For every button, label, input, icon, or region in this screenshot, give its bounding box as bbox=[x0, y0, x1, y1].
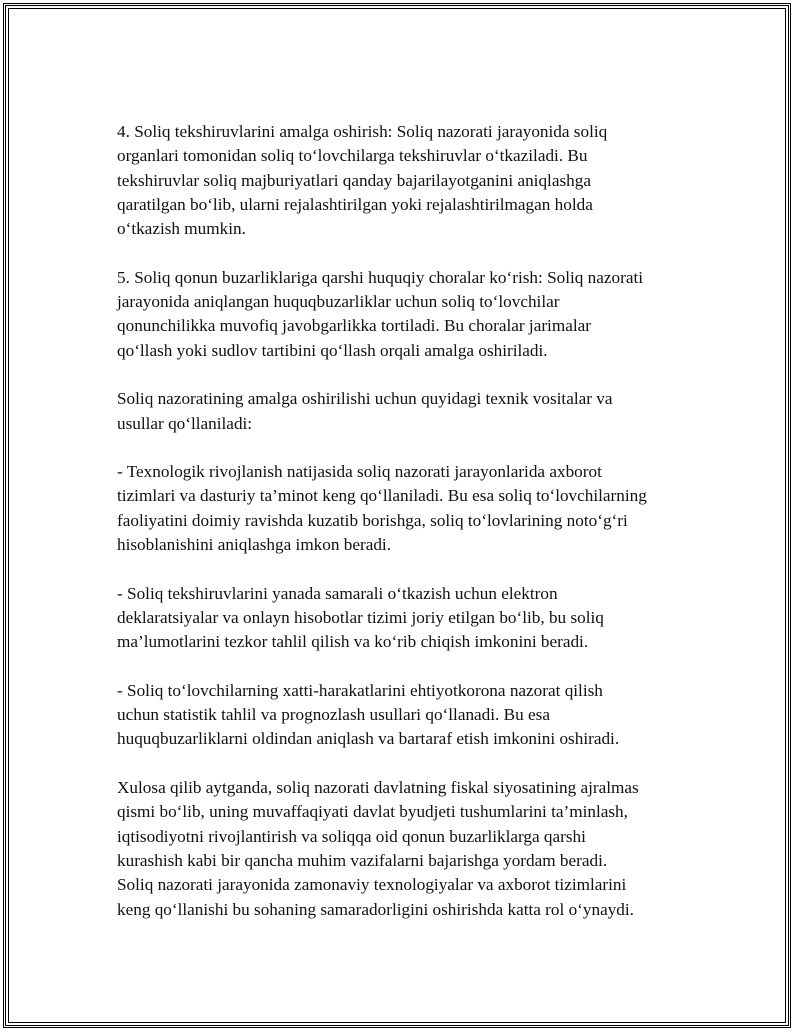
text-line: - Soliq to‘lovchilarning xatti-harakatlarini ehtiyotkorona nazorat qilish bbox=[117, 680, 603, 700]
text-line: keng qo‘llanishi bu sohaning samaradorligini oshirishda katta rol o‘ynaydi. bbox=[117, 899, 634, 919]
text-line: qismi bo‘lib, uning muvaffaqiyati davlat byudjeti tushumlarini ta’minlash, bbox=[117, 802, 628, 822]
paragraph-legal-measures bbox=[117, 266, 697, 363]
text-line: Soliq nazorati jarayonida zamonaviy texnologiyalar va axborot tizimlarini bbox=[117, 875, 627, 895]
text-line: usullar qo‘llaniladi: bbox=[117, 413, 253, 433]
text-line: hisoblanishini aniqlashga imkon beradi. bbox=[117, 535, 392, 555]
paragraph-tax-inspections bbox=[117, 120, 697, 241]
text-line: uchun statistik tahlil va prognozlash usullari qo‘llanadi. Bu esa bbox=[117, 705, 550, 725]
text-line: iqtisodiyotni rivojlantirish va soliqqa oid qonun buzarliklarga qarshi bbox=[117, 826, 586, 846]
text-line: tizimlari va dasturiy ta’minot keng qo‘llaniladi. Bu esa soliq to‘lovchilarning bbox=[117, 486, 647, 506]
text-line: huquqbuzarliklarni oldindan aniqlash va bartaraf etish imkonini oshiradi. bbox=[117, 729, 620, 749]
text-line: deklaratsiyalar va onlayn hisobotlar tizimi joriy etilgan bo‘lib, bu soliq bbox=[117, 607, 604, 627]
text-line: - Soliq tekshiruvlarini yanada samarali o‘tkazish uchun elektron bbox=[117, 583, 558, 603]
text-line: 5. Soliq qonun buzarliklariga qarshi huquqiy choralar ko‘rish: Soliq nazorati bbox=[117, 267, 644, 287]
paragraph-technical-means-intro bbox=[117, 387, 697, 436]
text-line: qaratilgan bo‘lib, ularni rejalashtirilgan yoki rejalashtirilmagan holda bbox=[117, 194, 593, 214]
text-line: faoliyatini doimiy ravishda kuzatib borishga, soliq to‘lovlarining noto‘g‘ri bbox=[117, 510, 628, 530]
text-line: jarayonida aniqlangan huquqbuzarliklar uchun soliq to‘lovchilar bbox=[117, 292, 560, 312]
text-line: Xulosa qilib aytganda, soliq nazorati davlatning fiskal siyosatining ajralmas bbox=[117, 778, 639, 798]
text-line: - Texnologik rivojlanish natijasida soliq nazorati jarayonlarida axborot bbox=[117, 462, 602, 482]
text-line: kurashish kabi bir qancha muhim vazifalarni bajarishga yordam beradi. bbox=[117, 850, 608, 870]
text-line: Soliq nazoratining amalga oshirilishi uchun quyidagi texnik vositalar va bbox=[117, 389, 613, 409]
text-line: organlari tomonidan soliq to‘lovchilarga tekshiruvlar o‘tkaziladi. Bu bbox=[117, 146, 588, 166]
paragraph-bullet-statistical-analysis bbox=[117, 679, 697, 752]
document-body bbox=[117, 120, 697, 946]
paragraph-bullet-technology bbox=[117, 460, 697, 557]
text-line: tekshiruvlar soliq majburiyatlari qanday bajarilayotganini aniqlashga bbox=[117, 170, 591, 190]
text-line: o‘tkazish mumkin. bbox=[117, 219, 246, 239]
paragraph-conclusion bbox=[117, 776, 697, 922]
text-line: ma’lumotlarini tezkor tahlil qilish va ko‘rib chiqish imkonini beradi. bbox=[117, 632, 589, 652]
text-line: qo‘llash yoki sudlov tartibini qo‘llash orqali amalga oshiriladi. bbox=[117, 340, 548, 360]
text-line: qonunchilikka muvofiq javobgarlikka tortiladi. Bu choralar jarimalar bbox=[117, 316, 591, 336]
text-line: 4. Soliq tekshiruvlarini amalga oshirish: Soliq nazorati jarayonida soliq bbox=[117, 122, 608, 141]
paragraph-bullet-electronic-declarations bbox=[117, 582, 697, 655]
